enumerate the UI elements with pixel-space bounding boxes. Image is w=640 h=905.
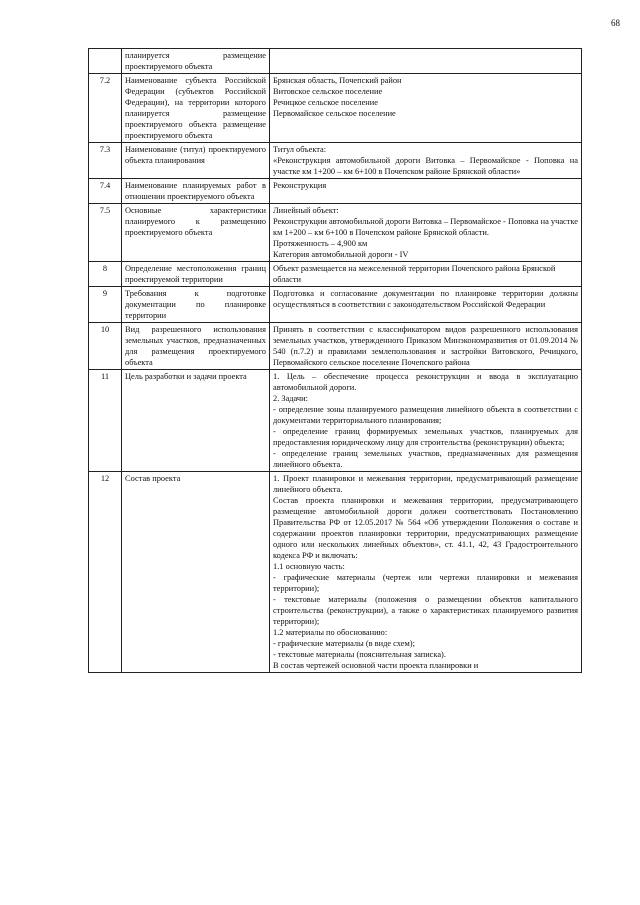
value-line: Принять в соответствии с классификатором видов разрешенного использования земельных участков, утвержденного Приказом Минэкономразвития от 01.09.2014 № 540 (п.7.2) и правилами землепользования и застройки Витовского, Речицкого, Первомайского сельское поселение Почепского района [273, 325, 578, 367]
table-row [89, 370, 582, 472]
value-line: «Реконструкция автомобильной дороги Витовка – Первомайское - Поповка на участке км 1+200 – км 6+100 в Почепском районе Брянской области» [273, 156, 578, 176]
row-number: 11 [89, 370, 122, 472]
row-number: 7.2 [89, 74, 122, 143]
row-label: Определение местоположения границ проектируемой территории [122, 262, 270, 287]
specification-table [88, 48, 582, 673]
table-row [89, 262, 582, 287]
row-label: Наименование (титул) проектируемого объекта планирования [122, 143, 270, 179]
table-row [89, 204, 582, 262]
table-row [89, 179, 582, 204]
row-number: 9 [89, 287, 122, 323]
row-number: 12 [89, 472, 122, 673]
row-value [270, 472, 582, 673]
row-label: Состав проекта [122, 472, 270, 673]
row-value [270, 204, 582, 262]
value-line: 1.1 основную часть: [273, 562, 345, 571]
value-line: 1.2 материалы по обоснованию: [273, 628, 388, 637]
value-line: 1. Проект планировки и межевания территории, предусматривающий размещение линейного объекта. [273, 474, 578, 494]
row-value [270, 287, 582, 323]
value-line: - текстовые материалы (пояснительная записка). [273, 650, 446, 659]
table-row [89, 49, 582, 74]
row-label: Наименование субъекта Российской Федерации (субъектов Российской Федерации), на территории которого планируется размещение проектируемого объекта размещение проектируемого объекта [122, 74, 270, 143]
value-line: Брянская область, Почепский район [273, 76, 402, 85]
row-value [270, 74, 582, 143]
row-value [270, 370, 582, 472]
row-label: Основные характеристики планируемого к размещению проектируемого объекта [122, 204, 270, 262]
value-line: Состав проекта планировки и межевания территории, предусматривающего размещение автомобильной дороги должен соответствовать Постановлению Правительства РФ от 12.05.2017 № 564 «Об утверждении Положения о составе и содержании проектов планировки территории, предусматривающих размещение одного или нескольких линейных объектов», ст. 41.1, 42, 43 Градостроительного кодекса РФ и включать: [273, 496, 578, 560]
table-row [89, 143, 582, 179]
value-line: Титул объекта: [273, 145, 327, 154]
table-row [89, 472, 582, 673]
row-label: Вид разрешенного использования земельных участков, предназначенных для размещения проектируемого объекта [122, 323, 270, 370]
row-value [270, 323, 582, 370]
table-row [89, 74, 582, 143]
value-line: - определение зоны планируемого размещения линейного объекта в соответствии с документами территориального планирования; [273, 405, 578, 425]
row-value [270, 49, 582, 74]
value-line: Подготовка и согласование документации по планировке территории должны осуществляться в соответствии с законодательством Российской Федерации [273, 289, 578, 309]
value-line: - графические материалы (в виде схем); [273, 639, 415, 648]
value-line: Объект размещается на межселенной территории Почепского района Брянской области [273, 264, 556, 284]
value-line: 1. Цель – обеспечение процесса реконструкции и ввода в эксплуатацию автомобильной дороги. [273, 372, 578, 392]
table-row [89, 287, 582, 323]
value-line: - текстовые материалы (положения о размещении объектов капитального строительства (реконструкции), а также о характеристиках планируемого развития территории); [273, 595, 578, 626]
value-line: Протяженность – 4,900 км [273, 239, 368, 248]
value-line: Витовское сельское поселение [273, 87, 383, 96]
row-value [270, 179, 582, 204]
row-number: 7.3 [89, 143, 122, 179]
value-line: Реконструкция [273, 181, 327, 190]
row-value [270, 262, 582, 287]
row-number: 7.5 [89, 204, 122, 262]
value-line: В состав чертежей основной части проекта планировки и [273, 661, 479, 670]
value-line: Речицкое сельское поселение [273, 98, 378, 107]
row-number: 8 [89, 262, 122, 287]
row-label: Цель разработки и задачи проекта [122, 370, 270, 472]
row-number: 10 [89, 323, 122, 370]
row-label: планируется размещение проектируемого объекта [122, 49, 270, 74]
row-value [270, 143, 582, 179]
value-line: - определение границ формируемых земельных участков, планируемых для предоставления юридическому лицу для строительства (реконструкции) объекта; [273, 427, 578, 447]
row-label: Наименование планируемых работ в отношении проектируемого объекта [122, 179, 270, 204]
row-number [89, 49, 122, 74]
row-label: Требования к подготовке документации по планировке территории [122, 287, 270, 323]
row-number: 7.4 [89, 179, 122, 204]
value-line: 2. Задачи: [273, 394, 308, 403]
value-line: Первомайское сельское поселение [273, 109, 396, 118]
table-row [89, 323, 582, 370]
value-line: Реконструкции автомобильной дороги Витовка – Первомайское - Поповка на участке км 1+200 – км 6+100 в Почепском районе Брянской области. [273, 217, 578, 237]
value-line: Линейный объект: [273, 206, 339, 215]
value-line: Категория автомобильной дороги - IV [273, 250, 409, 259]
value-line: - графические материалы (чертеж или чертежи планировки и межевания территории); [273, 573, 578, 593]
value-line: - определение границ земельных участков, предназначенных для размещения линейного объекта. [273, 449, 578, 469]
page-number: 68 [611, 18, 620, 28]
